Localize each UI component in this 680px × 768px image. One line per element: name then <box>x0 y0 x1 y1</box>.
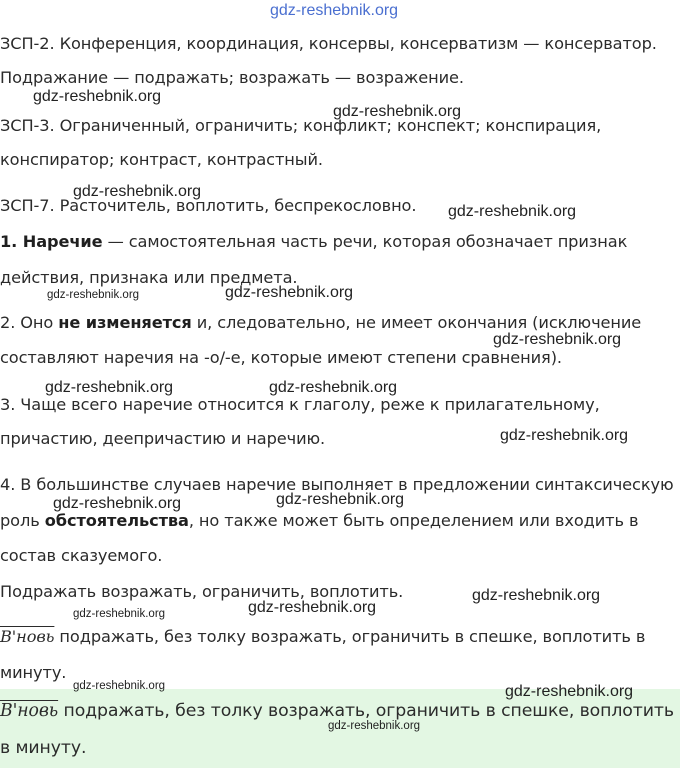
text-ono: 2. Оно <box>0 313 59 332</box>
text-line-bolshinstve: 4. В большинстве случаев наречие выполняет в предложении синтаксическую <box>0 475 674 494</box>
text-line-vnov-1 <box>0 627 645 647</box>
text-line-konspirator: конспиратор; контраст, контрастный. <box>0 150 323 169</box>
text-okonchaniya: и, следовательно, не имеет окончания (исключение <box>191 313 642 332</box>
watermark: gdz-reshebnik.org <box>333 103 462 120</box>
text-line-chashche: 3. Чаще всего наречие относится к глаголу, реже к прилагательному, <box>0 395 600 414</box>
watermark-top: gdz-reshebnik.org <box>270 2 399 19</box>
text-line-skazuemogo: состав сказуемого. <box>0 546 163 565</box>
watermark: gdz-reshebnik.org <box>276 491 405 508</box>
watermark-small: gdz-reshebnik.org <box>47 289 140 301</box>
watermark: gdz-reshebnik.org <box>505 683 634 700</box>
text-line-podrazhanie: Подражание — подражать; возражать — возражение. <box>0 68 464 87</box>
watermark-small: gdz-reshebnik.org <box>73 608 166 620</box>
term-narechie: 1. Наречие <box>0 232 103 251</box>
text-line-prichastiyu: причастию, деепричастию и наречию. <box>0 429 326 448</box>
watermark-small: gdz-reshebnik.org <box>328 720 421 732</box>
text-line-ne-izmenyaetsya <box>0 313 641 333</box>
watermark: gdz-reshebnik.org <box>448 203 577 220</box>
text-line-sostavlyayut: составляют наречия на -о/-е, которые имеют степени сравнения). <box>0 348 562 367</box>
watermark-small: gdz-reshebnik.org <box>73 680 166 692</box>
text-line-vnov-2 <box>0 701 674 721</box>
text-line-narechie <box>0 232 627 252</box>
term-obstoyatelstva: обстоятельства <box>44 511 189 530</box>
watermark: gdz-reshebnik.org <box>225 284 354 301</box>
text-vnov-prefix-2: B'новь <box>0 701 59 721</box>
watermark: gdz-reshebnik.org <box>493 331 622 348</box>
term-ne-izmenyaetsya: не изменяется <box>58 313 192 332</box>
watermark: gdz-reshebnik.org <box>45 379 174 396</box>
text-vnov-prefix: B'новь <box>0 627 55 646</box>
text-line-answer-words: Подражать возражать, ограничить, воплотить. <box>0 582 404 601</box>
watermark: gdz-reshebnik.org <box>269 379 398 396</box>
text-rol: роль <box>0 511 45 530</box>
text-line-zsp7: ЗСП-7. Расточитель, воплотить, беспрекословно. <box>0 196 417 215</box>
watermark: gdz-reshebnik.org <box>33 88 162 105</box>
text-line-minutu: минуту. <box>0 663 67 682</box>
text-narechie-definition: — самостоятельная часть речи, которая обозначает признак <box>102 232 628 251</box>
text-line-deystviya: действия, признака или предмета. <box>0 268 298 287</box>
text-line-rol <box>0 511 638 531</box>
text-line-zsp2: ЗСП-2. Конференция, координация, консервы, консерватизм — консерватор. <box>0 34 657 53</box>
text-vnov-rest-2: подражать, без толку возражать, ограничить в спешке, воплотить <box>58 701 674 721</box>
text-vnov-rest: подражать, без толку возражать, ограничить в спешке, воплотить в <box>54 627 646 646</box>
text-opredeleniem: , но также может быть определением или входить в <box>188 511 639 530</box>
watermark: gdz-reshebnik.org <box>73 183 202 200</box>
watermark: gdz-reshebnik.org <box>248 599 377 616</box>
text-line-v-minutu: в минуту. <box>0 738 87 758</box>
watermark: gdz-reshebnik.org <box>53 495 182 512</box>
text-line-zsp3: ЗСП-3. Ограниченный, ограничить; конфликт; конспект; конспирация, <box>0 116 602 135</box>
watermark: gdz-reshebnik.org <box>500 427 629 444</box>
watermark: gdz-reshebnik.org <box>472 587 601 604</box>
